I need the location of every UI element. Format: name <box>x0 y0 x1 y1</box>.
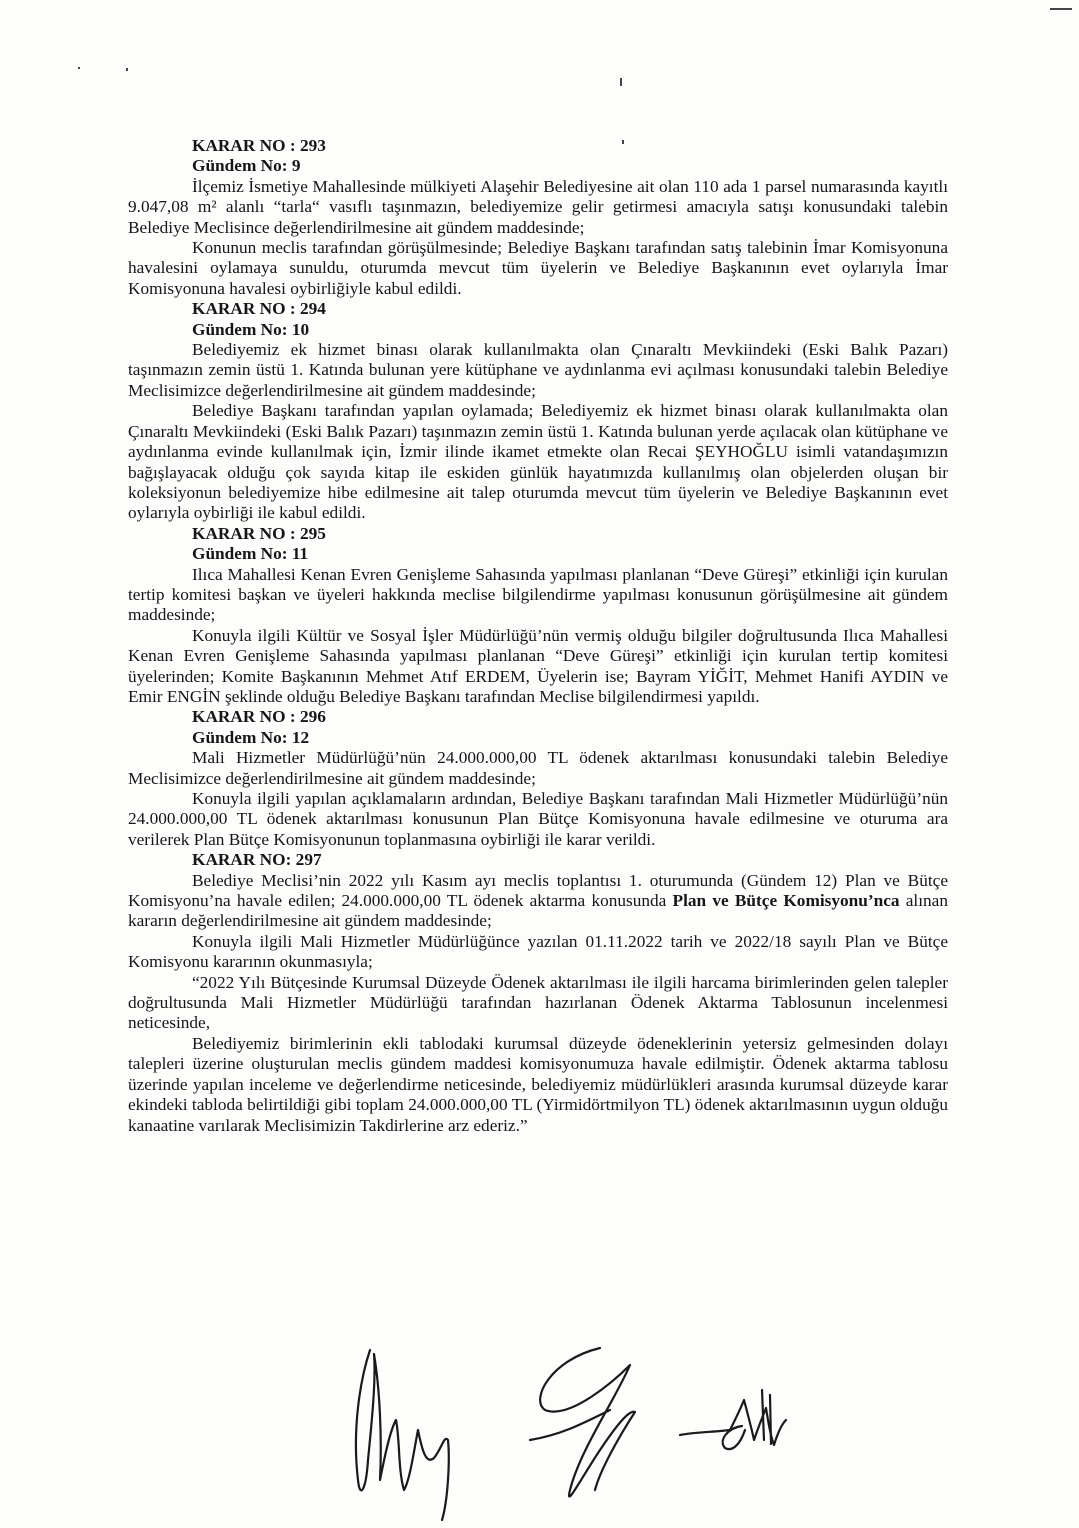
decision-paragraph <box>128 871 948 932</box>
scan-speck <box>620 78 622 86</box>
decision-section <box>128 299 948 523</box>
decision-number: KARAR NO : 296 <box>192 707 326 727</box>
paragraph-text: alınan kararın değerlendirilmesine ait gündem maddesinde; <box>128 891 948 931</box>
decision-paragraph: “2022 Yılı Bütçesinde Kurumsal Düzeyde Ödenek aktarılması ile ilgili harcama birimlerinden gelen talepler doğrultusunda Mali Hizmetler Müdürlüğü tarafından hazırlanan Ödenek Aktarma Tablosunun incelenmesi neticesinde, <box>128 972 948 1033</box>
agenda-number: Gündem No: 12 <box>192 727 310 747</box>
decision-paragraph: Konunun meclis tarafından görüşülmesinde; Belediye Başkanı tarafından satış talebinin İmar Komisyonuna havalesini oylamaya sunuldu, oturumda mevcut tüm üyelerin ve Belediye Başkanının evet oylarıyla İmar Komisyonuna havalesi oybirliğiyle kabul edildi. <box>128 238 948 298</box>
decision-number: KARAR NO : 294 <box>192 299 326 319</box>
signature-1 <box>356 1350 449 1520</box>
signature-2 <box>540 1348 635 1496</box>
signatures <box>330 1340 810 1525</box>
agenda-number: Gündem No: 9 <box>192 156 301 176</box>
decision-paragraph: Mali Hizmetler Müdürlüğü’nün 24.000.000,00 TL ödenek aktarılması konusundaki talebin Belediye Meclisimizce değerlendirilmesine ait gündem maddesinde; <box>128 748 948 788</box>
decision-paragraph: Konuyla ilgili Kültür ve Sosyal İşler Müdürlüğü’nün vermiş olduğu bilgiler doğrultusunda Ilıca Mahallesi Kenan Evren Genişleme Sahasında yapılması planlanan “Deve Güreşi” etkinliği için kurulan tertip komitesi üyelerinden; Komite Başkanının Mehmet Atıf ERDEM, Üyelerin ise; Bayram YİĞİT, Mehmet Hanifi AYDIN ve Emir ENGİN şeklinde olduğu Belediye Başkanı tarafından Meclise bilgilendirmesi yapıldı. <box>128 625 948 706</box>
decision-section <box>128 850 948 1136</box>
scan-speck <box>126 68 128 71</box>
decision-paragraph: Konuyla ilgili yapılan açıklamaların ardından, Belediye Başkanı tarafından Mali Hizmetler Müdürlüğü’nün 24.000.000,00 TL ödenek aktarılması konusunun Plan Bütçe Komisyonuna havale edilmesine ve oturuma ara verilerek Plan Bütçe Komisyonunun toplanmasına oybirliği ile karar verildi. <box>128 789 948 849</box>
signatures-drawing <box>330 1340 810 1525</box>
scan-speck <box>1050 8 1072 10</box>
decision-paragraph: Belediye Başkanı tarafından yapılan oylamada; Belediyemiz ek hizmet binası olarak kullanılmakta olan Çınaraltı Mevkiindeki (Eski Balık Pazarı) taşınmazın zemin üstü 1. Katında bulunan yerde açılacak olan kütüphane ve aydınlanma evinde kullanılmak için, İzmir ilinde ikamet etmekte olan Recai ŞEYHOĞLU isimli vatandaşımızın bağışlayacak olduğu çok sayıda kitap ile eskiden günlük hayatımızda kullanılmış olan objelerden oluşan bir koleksiyonun belediyemize hibe edilmesine ait talep oturumda mevcut tüm üyelerin ve Belediye Başkanının evet oylarıyla oybirliği ile kabul edildi. <box>128 401 948 523</box>
agenda-number: Gündem No: 10 <box>192 319 310 339</box>
decision-paragraph: Konuyla ilgili Mali Hizmetler Müdürlüğünce yazılan 01.11.2022 tarih ve 2022/18 sayılı Plan ve Bütçe Komisyonu kararının okunmasıyla; <box>128 931 948 972</box>
bold-text: Plan ve Bütçe Komisyonu’nca <box>672 891 900 911</box>
decision-paragraph: Ilıca Mahallesi Kenan Evren Genişleme Sahasında yapılması planlanan “Deve Güreşi” etkinliği için kurulan tertip komitesi başkan ve üyeleri hakkında meclise bilgilendirme yapılması konusunun görüşülmesine ait gündem maddesinde; <box>128 564 948 625</box>
decision-number: KARAR NO : 293 <box>192 136 326 155</box>
document-body <box>128 136 948 1136</box>
scan-speck <box>78 67 80 69</box>
decision-paragraph: Belediyemiz ek hizmet binası olarak kullanılmakta olan Çınaraltı Mevkiindeki (Eski Balık Pazarı) taşınmazın zemin üstü 1. Katında bulunan yere kütüphane ve aydınlanma evi açılması konusundaki talebin Belediye Meclisimizce değerlendirilmesine ait gündem maddesinde; <box>128 340 948 400</box>
decision-section <box>128 524 948 708</box>
decision-section <box>128 707 948 850</box>
agenda-number: Gündem No: 11 <box>192 544 309 564</box>
decision-section <box>128 136 948 299</box>
decision-number: KARAR NO: 297 <box>192 850 322 870</box>
decision-paragraph: İlçemiz İsmetiye Mahallesinde mülkiyeti Alaşehir Belediyesine ait olan 110 ada 1 parsel numarasında kayıtlı 9.047,08 m² alanlı “tarla“ vasıflı taşınmazın, belediyemize gelir getirmesi amacıyla satışı konusundaki talebin Belediye Meclisince değerlendirilmesine ait gündem maddesinde; <box>128 176 948 237</box>
decision-paragraph: Belediyemiz birimlerinin ekli tablodaki kurumsal düzeyde ödeneklerinin yetersiz gelmesinden dolayı talepleri üzerine oluşturulan meclis gündem maddesi komisyonumuza havale edilmiştir. Ödenek aktarma tablosu üzerinde yapılan inceleme ve değerlendirme neticesinde, belediyemiz müdürlükleri arasında kurumsal düzeyde karar ekindeki tabloda belirtildiği gibi toplam 24.000.000,00 TL (Yirmidörtmilyon TL) ödenek aktarılmasının uygun olduğu kanaatine varılarak Meclisimizin Takdirlerine arz ederiz.” <box>128 1033 948 1135</box>
decision-number: KARAR NO : 295 <box>192 523 326 543</box>
paragraph-text: Belediye Meclisi’nin 2022 yılı Kasım ayı meclis toplantısı 1. oturumunda (Gündem 12) Plan ve Bütçe Komisyonu’na havale edilen; 24.000.000,00 TL ödenek aktarma konusunda <box>128 870 948 911</box>
